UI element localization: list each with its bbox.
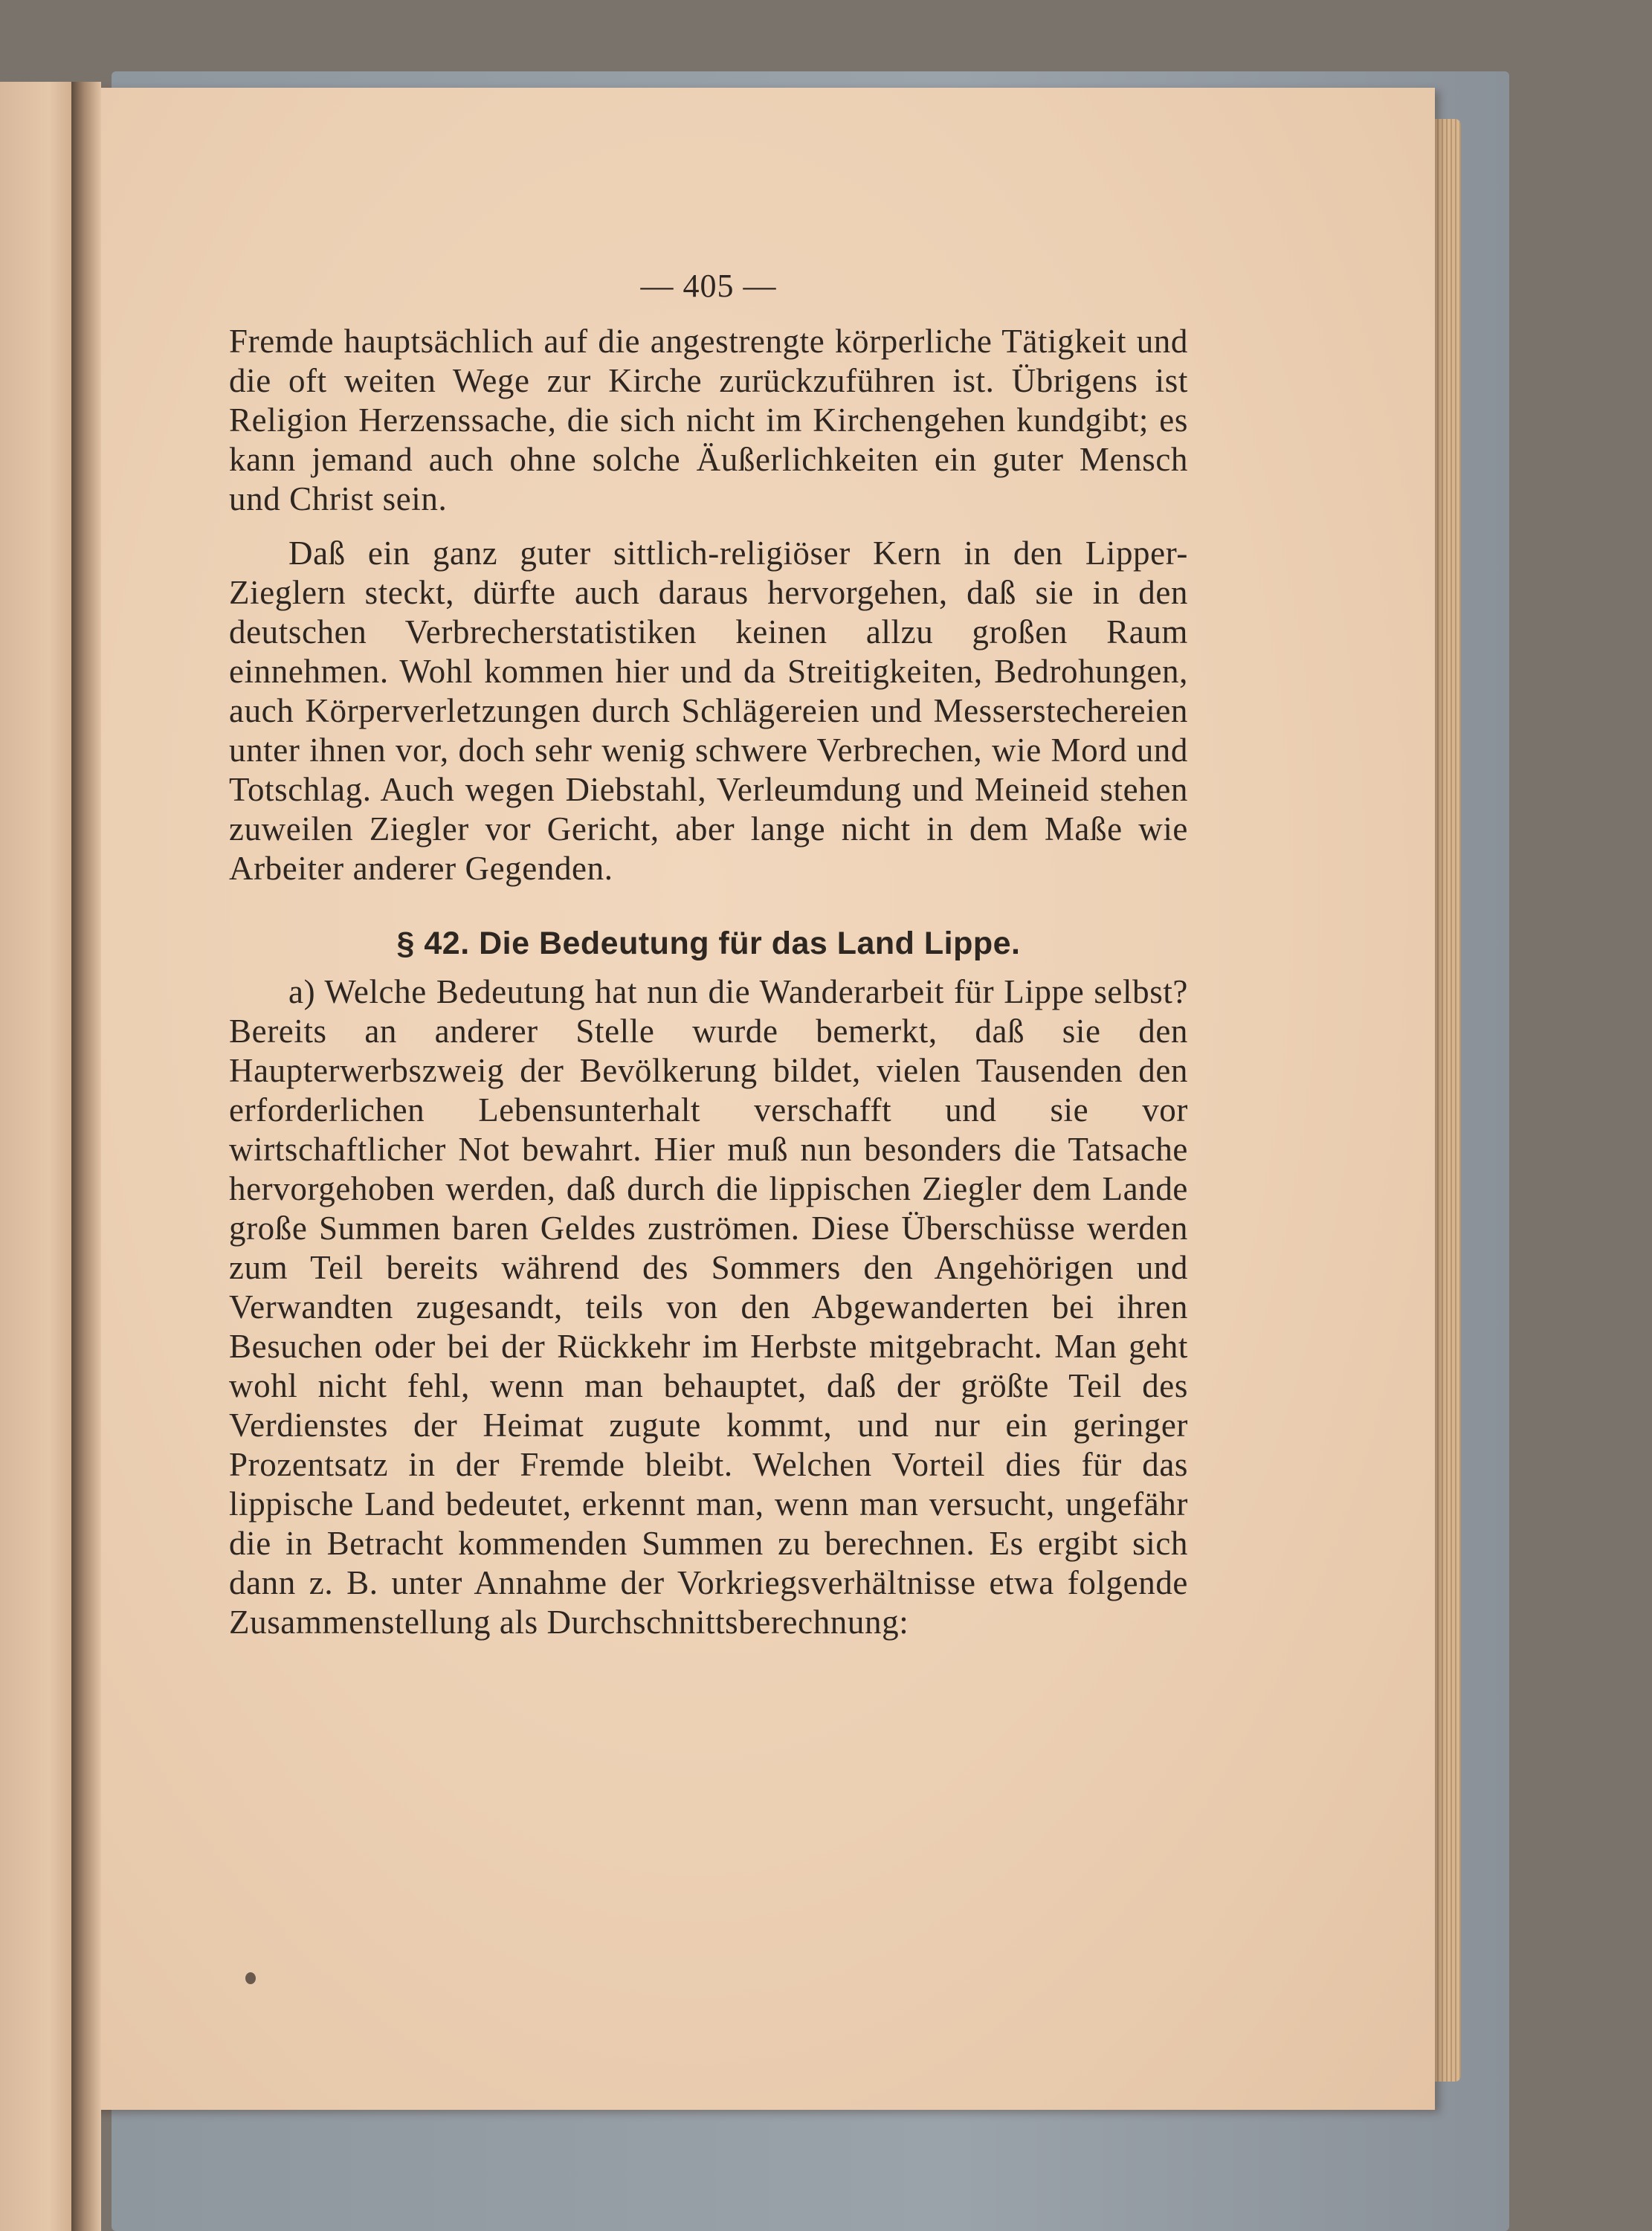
paragraph-continuation: Fremde hauptsächlich auf die angestrengte körperliche Tätigkeit und die oft weiten Wege zur Kirche zurückzuführen ist. Übrigens ist Religion Herzenssache, die sich nicht im Kirchengehen kundgibt; es kann jemand auch ohne solche Äußerlichkeiten ein guter Mensch und Christ sein. bbox=[229, 323, 1188, 517]
paragraph-moral-character: Daß ein ganz guter sittlich-religiöser Kern in den Lipper-Zieglern steckt, dürfte auch daraus hervorgehen, daß sie in den deutschen Verbrecherstatistiken keinen allzu großen Raum einnehmen. Wohl kommen hier und da Streitigkeiten, Bedrohungen, auch Körperverletzungen durch Schlägereien und Messerstechereien unter ihnen vor, doch sehr wenig schwere Verbrechen, wie Mord und Totschlag. Auch wegen Diebstahl, Verleumdung und Meineid stehen zuweilen Ziegler vor Gericht, aber lange nicht in dem Maße wie Arbeiter anderer Gegenden. bbox=[229, 535, 1188, 887]
paper-speck bbox=[245, 1972, 256, 1984]
book-gutter bbox=[71, 82, 101, 2231]
section-heading: § 42. Die Bedeutung für das Land Lippe. bbox=[396, 926, 1021, 961]
book-page bbox=[88, 88, 1435, 2110]
page-number: — 405 — bbox=[640, 268, 777, 304]
page-content bbox=[229, 266, 1188, 1657]
paragraph-section-a: a) Welche Bedeutung hat nun die Wanderarbeit für Lippe selbst? Bereits an anderer Stelle wurde bemerkt, daß sie den Haupterwerbszweig der Bevölkerung bildet, vielen Tausenden den erforderlichen Lebensunterhalt verschafft und sie vor wirtschaftlicher Not bewahrt. Hier muß nun besonders die Tatsache hervorgehoben werden, daß durch die lippischen Ziegler dem Lande große Summen baren Geldes zuströmen. Diese Überschüsse werden zum Teil bereits während des Sommers den Angehörigen und Verwandten zugesandt, teils von den Abgewanderten bei ihren Besuchen oder bei der Rückkehr im Herbste mitgebracht. Man geht wohl nicht fehl, wenn man behauptet, daß der größte Teil des Verdienstes der Heimat zugute kommt, und nur ein geringer Prozentsatz in der Fremde bleibt. Welchen Vorteil dies für das lippische Land bedeutet, erkennt man, wenn man versucht, ungefähr die in Betracht kommenden Summen zu berechnen. Es ergibt sich dann z. B. unter Annahme der Vorkriegsverhältnisse etwa folgende Zusammenstellung als Durchschnittsberechnung: bbox=[229, 973, 1188, 1641]
